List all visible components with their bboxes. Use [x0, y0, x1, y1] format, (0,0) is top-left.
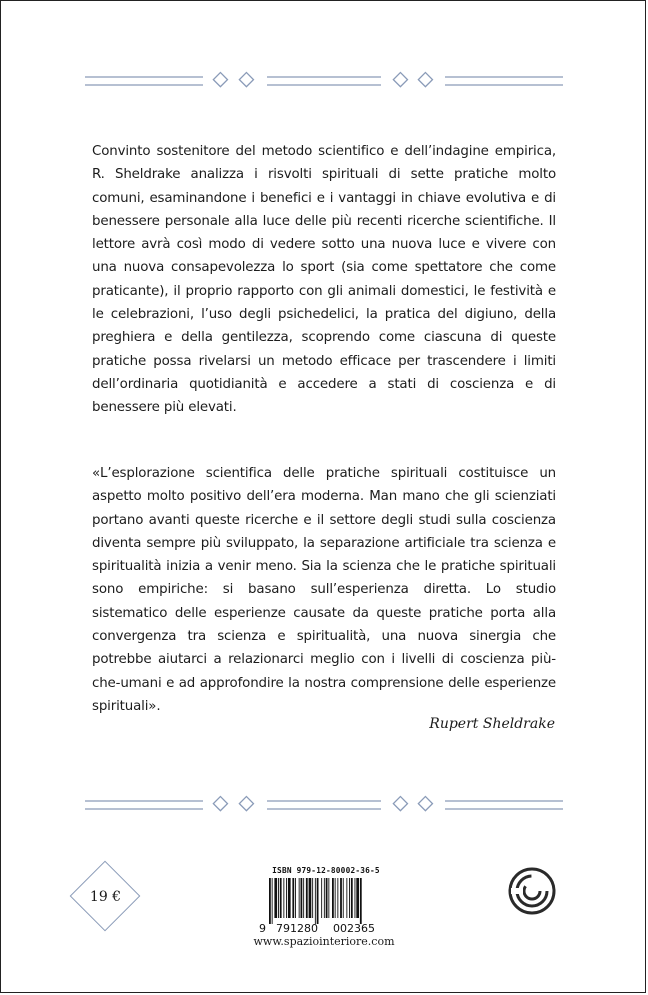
barcode-bar — [349, 878, 350, 918]
barcode — [259, 878, 393, 924]
barcode-bar — [326, 878, 328, 918]
description-paragraph-1: Convinto sostenitore del metodo scientifico e dell’indagine empirica, R. Sheldrake analizza i risvolti spirituali di sette pratiche molto comuni, esaminandone i benefici e i vantaggi in chiave evolutiva e di benessere personale alla luce delle più recenti ricerche scientifiche. Il lettore avrà così modo di vedere sotto una nuova luce e vivere con una nuova consapevolezza lo sport (sia come spettatore che come praticante), il proprio rapporto con gli animali domestici, le festività e le celebrazioni, l’uso degli psichedelici, la pratica del digiuno, della preghiera e della gentilezza, scoprendo come ciascuna di queste pratiche possa rivelarsi un metodo efficace per trascendere i limiti dell’ordinaria quotidianità e accedere a stati di coscienza e di benessere più elevati. — [92, 144, 556, 416]
barcode-bar — [306, 878, 308, 918]
barcode-bar — [355, 878, 356, 918]
barcode-bar — [360, 878, 362, 924]
barcode-bar — [269, 878, 271, 924]
barcode-bar — [340, 878, 342, 918]
barcode-bar — [351, 878, 353, 918]
barcode-bar — [309, 878, 312, 918]
barcode-bar — [295, 878, 296, 918]
barcode-bar — [335, 878, 336, 918]
barcode-bar — [346, 878, 347, 918]
barcode-bar — [343, 878, 344, 918]
barcode-bar — [303, 878, 304, 918]
spazio-interiore-logo-icon — [507, 866, 557, 916]
top-ornament — [85, 66, 563, 96]
barcode-bar — [274, 878, 277, 918]
barcode-bar — [292, 878, 294, 918]
barcode-bar — [288, 878, 291, 918]
barcode-bar — [283, 878, 284, 918]
barcode-bar — [278, 878, 279, 918]
isbn-barcode-block — [259, 866, 393, 936]
barcode-bar — [299, 878, 300, 918]
barcode-bar — [332, 878, 334, 918]
barcode-bar — [337, 878, 338, 918]
barcode-bar — [324, 878, 325, 918]
website-url: www.spaziointeriore.com — [253, 935, 395, 948]
bottom-ornament — [85, 790, 563, 820]
barcode-bar — [317, 878, 319, 924]
author-signature: Rupert Sheldrake — [429, 716, 555, 732]
barcode-bar — [321, 878, 322, 918]
price-label: 19 € — [89, 888, 122, 905]
barcode-digits-left: 791280 — [276, 922, 318, 935]
barcode-bar — [356, 878, 359, 918]
barcode-bar — [272, 878, 273, 924]
barcode-bar — [312, 878, 313, 918]
barcode-bar — [315, 878, 316, 924]
barcode-digit-first: 9 — [259, 922, 266, 935]
barcode-bar — [286, 878, 287, 918]
quote-paragraph: «L’esplorazione scientifica delle pratiche spirituali costituisce un aspetto molto positivo dell’era moderna. Man mano che gli scienziati portano avanti queste ricerche e il settore degli studi sulla coscienza diventa sempre più sviluppato, la separazione artificiale tra scienza e spiritualità inizia a venir meno. Sia la scienza che le pratiche spirituali sono empiriche: si basano sull’esperienza diretta. Lo studio sistematico delle esperienze causate da queste pratiche porta alla convergenza tra scienza e spiritualità, una nuova sinergia che potrebbe aiutarci a relazionarci meglio con i livelli di coscienza più-che-umani e ad approfondire la nostra comprensione delle esperienze spirituali». — [92, 466, 556, 714]
isbn-label: ISBN 979-12-80002-36-5 — [272, 866, 380, 875]
barcode-bar — [280, 878, 282, 918]
barcode-bar — [328, 878, 329, 918]
barcode-digits-right: 002365 — [333, 922, 375, 935]
barcode-bar — [301, 878, 303, 918]
